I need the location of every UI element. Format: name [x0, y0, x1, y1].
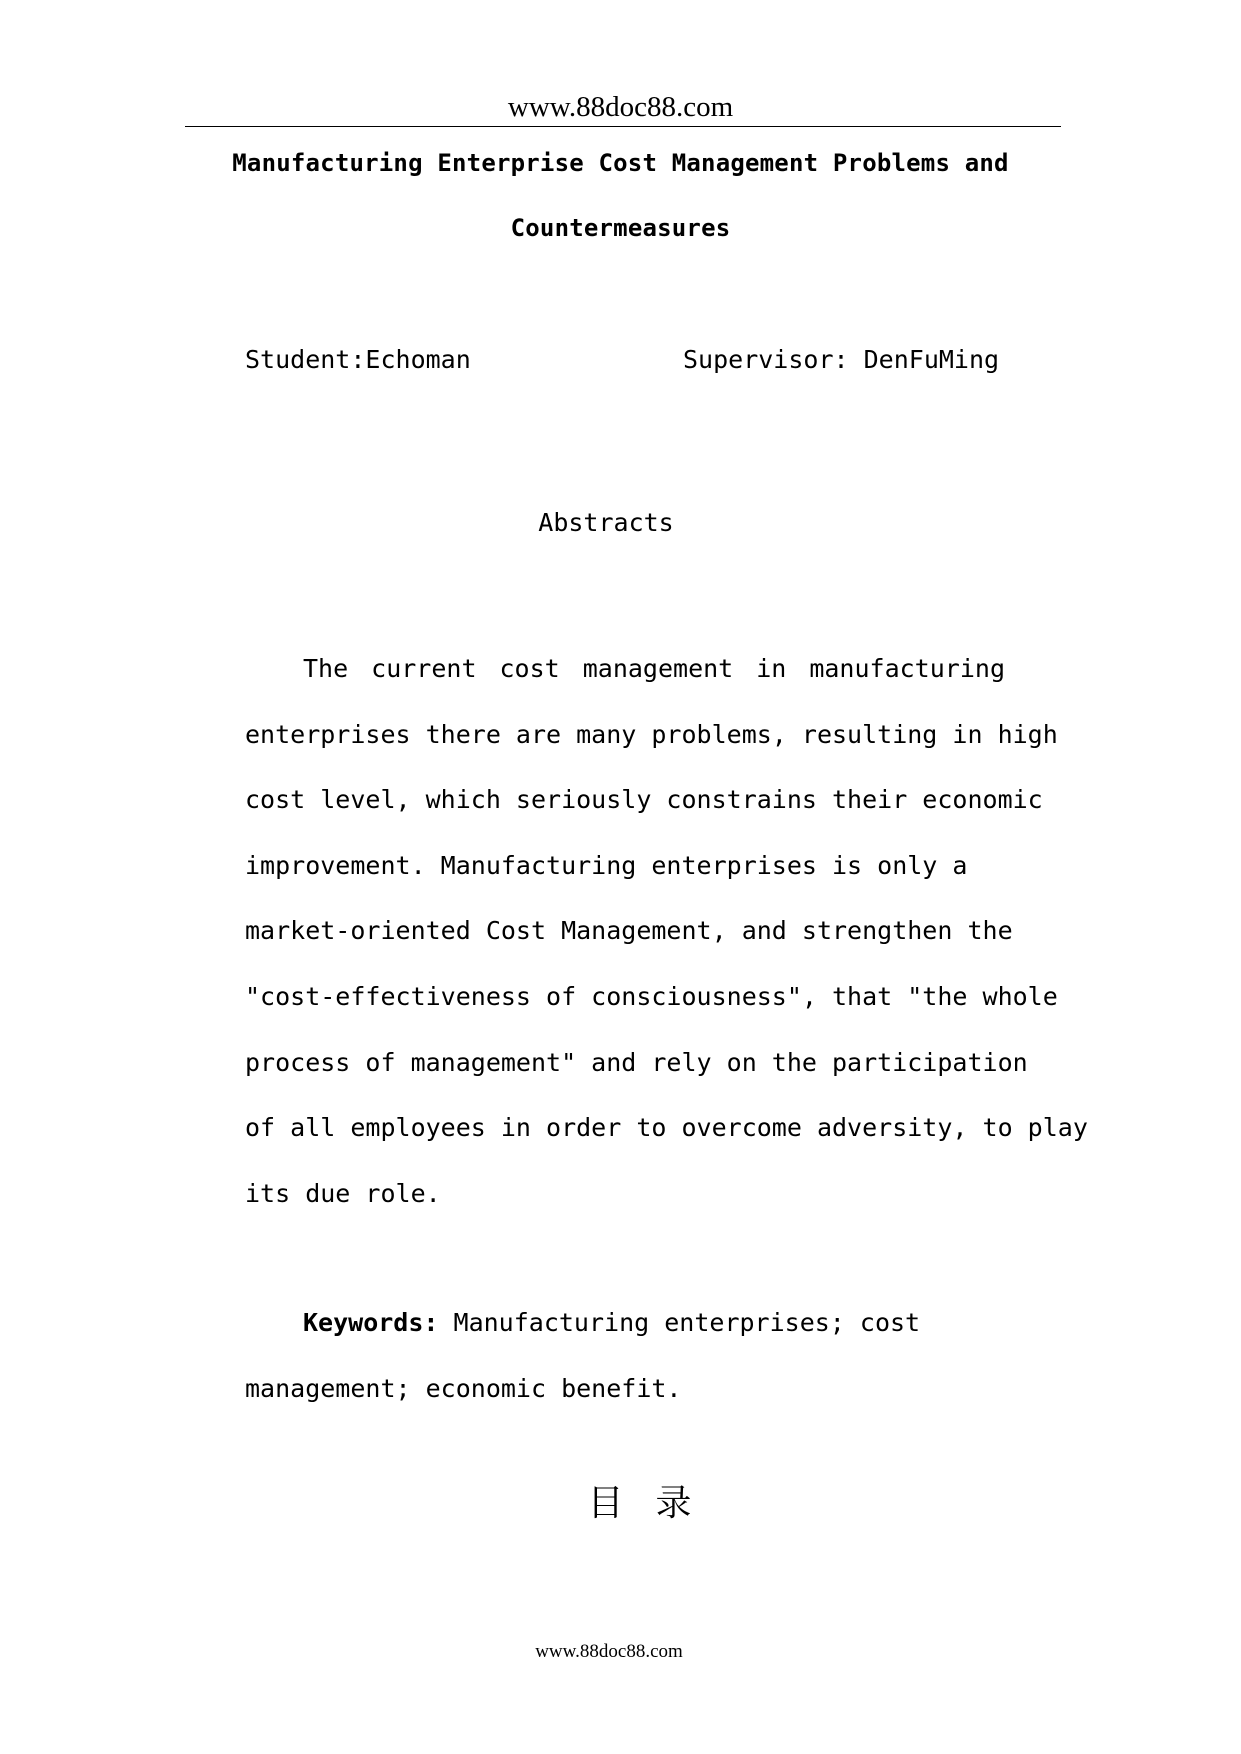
abstract-line: market-oriented Cost Management, and strengthen the	[245, 916, 1013, 946]
keywords-line-1	[245, 1290, 965, 1356]
header-divider	[185, 126, 1061, 127]
keywords-section	[245, 1290, 965, 1421]
abstract-line: improvement. Manufacturing enterprises is only a	[245, 850, 968, 880]
abstract-line: its due role.	[245, 1178, 441, 1208]
abstract-line: cost level, which seriously constrains their economic	[245, 785, 1043, 815]
abstract-body	[245, 636, 1088, 1226]
keywords-text-1: Manufacturing enterprises; cost	[438, 1308, 921, 1337]
keywords-label: Keywords:	[303, 1308, 439, 1337]
abstract-line: of all employees in order to overcome adversity, to play	[245, 1113, 1088, 1143]
abstract-heading: Abstracts	[538, 508, 674, 537]
header-url: www.88doc88.com	[507, 91, 734, 123]
document-title-line-2: Countermeasures	[510, 214, 731, 242]
abstract-line: process of management" and rely on the participation	[245, 1047, 1028, 1077]
document-title-line-1: Manufacturing Enterprise Cost Management Problems and	[232, 149, 1009, 177]
table-of-contents-heading: 目录	[587, 1483, 724, 1524]
abstract-line: enterprises there are many problems, resulting in high	[245, 719, 1058, 749]
keywords-text-2: management; economic benefit.	[245, 1373, 682, 1403]
student-name: Student:Echoman	[245, 345, 471, 374]
footer-url: www.88doc88.com	[535, 1641, 683, 1662]
abstract-line: "cost-effectiveness of consciousness", that "the whole	[245, 981, 1058, 1011]
supervisor-name: Supervisor: DenFuMing	[683, 345, 1000, 374]
abstract-line: The current cost management in manufacturing	[303, 654, 1005, 683]
